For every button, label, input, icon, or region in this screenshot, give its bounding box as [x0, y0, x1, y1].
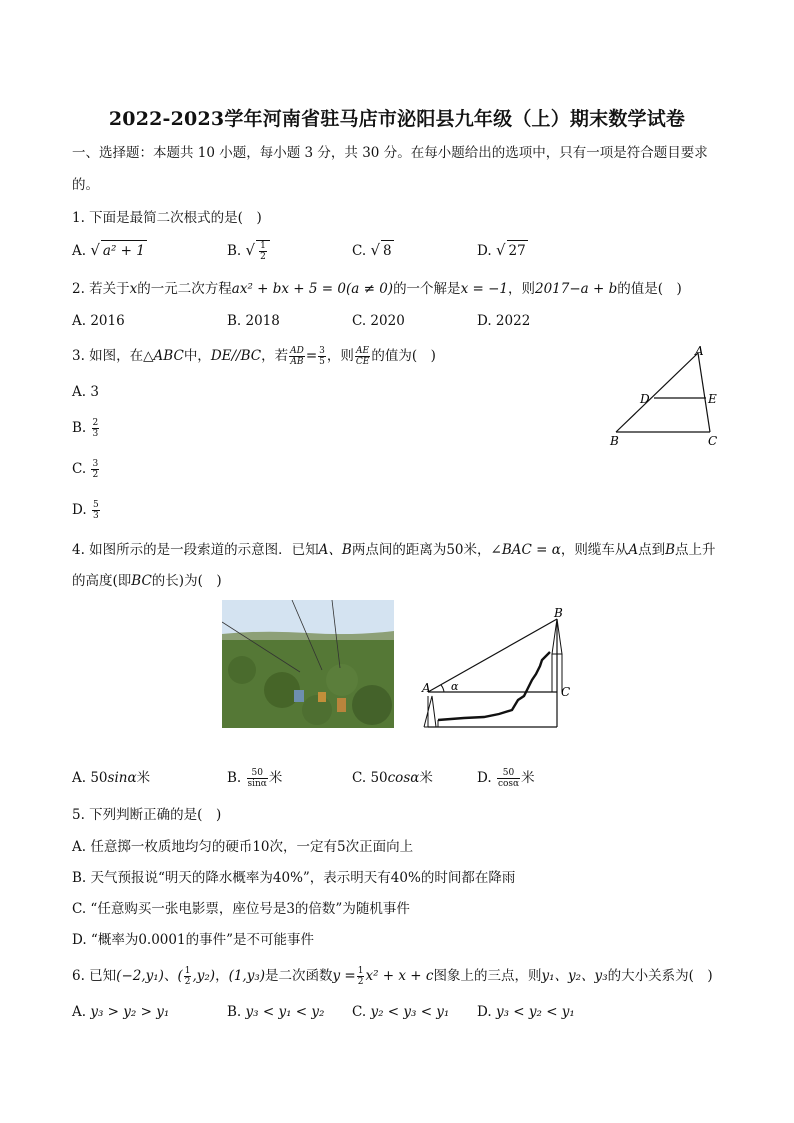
q2-option-c: C. 2020	[352, 313, 405, 329]
q6-option-a: A. y₃ > y₂ > y₁	[72, 1004, 170, 1020]
q4-stem-line2: 的高度(即BC的长)为( )	[72, 573, 222, 589]
section-instructions-line1: 一、选择题：本题共 10 小题，每小题 3 分，共 30 分。在每小题给出的选项中，只有一项是符合题目要求	[72, 145, 708, 161]
sqrt-sign-icon: √	[370, 241, 380, 259]
cable-car-photo-drawing	[222, 600, 394, 728]
tower-a	[424, 696, 436, 727]
q1-option-c: C. √ 8	[352, 241, 392, 259]
q2-option-a: A. 2016	[72, 313, 125, 329]
q5-option-c: C. “任意购买一张电影票，座位号是3的倍数”为随机事件	[72, 901, 410, 917]
label-c: C	[561, 685, 571, 699]
label-alpha: α	[451, 680, 459, 693]
side-ab	[616, 353, 698, 432]
sqrt-sign-icon: √	[90, 241, 100, 259]
q5-stem: 5. 下列判断正确的是( )	[72, 807, 222, 823]
q3-option-a: A. 3	[72, 384, 99, 400]
q4-option-d: D. $\frac{50}{\cos\alpha}$ 米	[477, 768, 535, 789]
angle-arc	[441, 685, 444, 692]
section-instructions-line2: 的。	[72, 177, 99, 193]
q5-option-b: B. 天气预报说“明天的降水概率为40%”，表示明天有40%的时间都在降雨	[72, 870, 516, 886]
label-c: C	[708, 434, 718, 448]
q2-option-d: D. 2022	[477, 313, 531, 329]
q1-option-d: D. √ 27	[477, 241, 526, 259]
q2-stem: 2. 若关于x的一元二次方程ax² + bx + 5 = 0(a ≠ 0)的一个解是x = −1，则2017−a + b的值是( )	[72, 281, 682, 297]
q4-option-b: B. $\frac{50}{\sin\alpha}$ 米	[227, 768, 283, 789]
label-b: B	[610, 434, 619, 448]
q6-option-c: C. y₂ < y₃ < y₁	[352, 1004, 450, 1020]
triangle-figure	[604, 342, 728, 450]
q6-option-d: D. y₃ < y₂ < y₁	[477, 1004, 575, 1020]
q3-stem: 3. 如图，在△ABC中，DE//BC，若 $\frac{AD}{AB}$ = $\frac{3}{5}$ ，则 $\frac{AE}{CE}$ 的值为( )	[72, 346, 436, 367]
label-a: A	[695, 344, 704, 358]
label-d: D	[640, 392, 650, 406]
cable-car-photo	[222, 600, 394, 728]
label-b: B	[554, 606, 563, 620]
q5-option-a: A. 任意掷一枚质地均匀的硬币10次，一定有5次正面向上	[72, 839, 414, 855]
q3-option-d: D. $\frac{5}{3}$	[72, 500, 99, 521]
sqrt-sign-icon: √	[495, 241, 506, 259]
q4-option-c: C. 50cosα米	[352, 770, 433, 786]
q5-option-d: D. “概率为0.0001的事件”是不可能事件	[72, 932, 314, 948]
q1-stem: 1. 下面是最简二次根式的是( )	[72, 210, 262, 226]
q1-option-a: A. √ a² + 1	[72, 241, 145, 259]
page-title: 2022-2023学年河南省驻马店市泌阳县九年级（上）期末数学试卷	[108, 108, 686, 130]
q6-option-b: B. y₃ < y₁ < y₂	[227, 1004, 325, 1020]
q3-option-b: B. $\frac{2}{3}$	[72, 418, 99, 439]
q2-option-b: B. 2018	[227, 313, 280, 329]
sqrt-sign-icon: √	[245, 241, 256, 259]
label-e: E	[708, 392, 717, 406]
label-a: A	[422, 681, 431, 695]
q4-option-a: A. 50sinα米	[72, 770, 151, 786]
q4-stem-line1: 4. 如图所示的是一段索道的示意图．已知A、B两点间的距离为50米，∠BAC = α，则缆车从A点到B点上升	[72, 542, 716, 558]
q6-stem: 6. 已知(−2,y₁)、( $\frac{1}{2}$ ,y₂)，(1,y₃)是二次函数y = $\frac{1}{2}$ x² + x + c图象上的三点，则y₁、y₂、y₃的大小关系为( )	[72, 966, 713, 987]
cable-diagram	[414, 604, 584, 730]
q1-option-b: B. √ $\frac{1}{2}$	[227, 240, 270, 262]
line-ab	[428, 619, 557, 692]
q3-option-c: C. $\frac{3}{2}$	[72, 459, 99, 480]
